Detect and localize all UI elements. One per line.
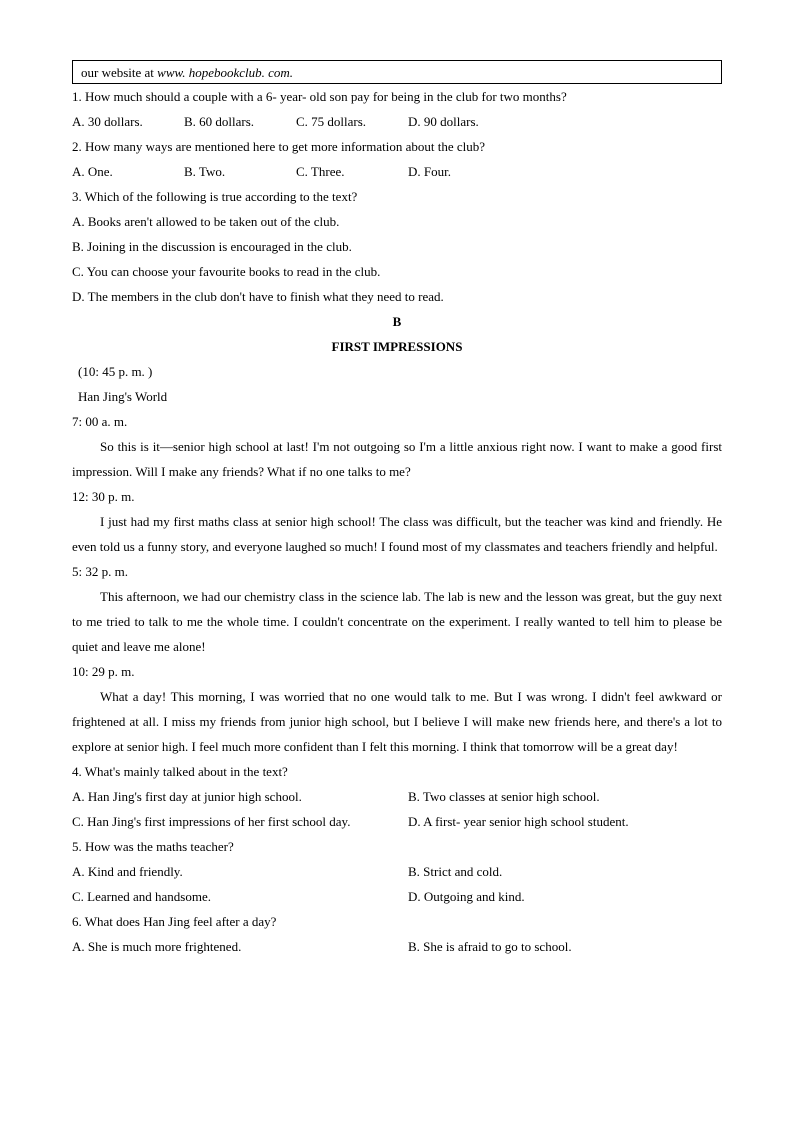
option-row [72,934,722,959]
answer-option: D. A first- year senior high school student. [408,814,629,829]
entry-time: 5: 32 p. m. [72,564,128,579]
post-time: (10: 45 p. m. ) [78,364,153,379]
entry-text: This afternoon, we had our chemistry class in the science lab. The lab is new and the lesson was great, but the guy next to me tried to talk to me the whole time. I couldn't concentrate on the experiment. I really wanted to tell him to please be quiet and leave me alone! [72,589,722,654]
answer-option: D. 90 dollars. [408,114,479,129]
option-row [72,859,722,884]
entry-time: 10: 29 p. m. [72,664,135,679]
answer-option: A. One. [72,164,113,179]
answer-option: B. Two. [184,164,226,179]
question-stem: 1. How much should a couple with a 6- year- old son pay for being in the club for two months? [72,89,567,104]
answer-option: A. 30 dollars. [72,114,143,129]
exam-page [72,60,722,959]
answer-option: B. Two classes at senior high school. [408,789,600,804]
answer-option: D. The members in the club don't have to finish what they need to read. [72,289,444,304]
answer-option: B. 60 dollars. [184,114,255,129]
question-stem: 6. What does Han Jing feel after a day? [72,914,277,929]
section-letter: B [392,314,402,329]
answer-option: A. She is much more frightened. [72,939,242,954]
entry-text: I just had my first maths class at senior high school! The class was difficult, but the teacher was kind and friendly. He even told us a funny story, and everyone laughed so much! I found most of my classmates and teachers friendly and helpful. [72,514,722,554]
option-row [72,109,722,134]
answer-option: D. Four. [408,164,451,179]
answer-option: C. Han Jing's first impressions of her first school day. [72,814,351,829]
question-stem: 2. How many ways are mentioned here to get more information about the club? [72,139,485,154]
advert-website-prefix: our website at [81,65,158,80]
question-stem: 5. How was the maths teacher? [72,839,234,854]
advert-box [72,60,722,84]
question-stem: 4. What's mainly talked about in the text? [72,764,288,779]
advert-website-url: www. hopebookclub. com. [157,65,294,80]
answer-option: A. Han Jing's first day at junior high school. [72,789,302,804]
entry-time: 7: 00 a. m. [72,414,128,429]
answer-option: C. Learned and handsome. [72,889,211,904]
question-stem: 3. Which of the following is true according to the text? [72,189,358,204]
passage-title: FIRST IMPRESSIONS [331,339,463,354]
answer-option: C. You can choose your favourite books to read in the club. [72,264,381,279]
answer-option: C. 75 dollars. [296,114,367,129]
answer-option: A. Books aren't allowed to be taken out of the club. [72,214,340,229]
answer-option: D. Outgoing and kind. [408,889,525,904]
option-row [72,809,722,834]
entry-text: What a day! This morning, I was worried that no one would talk to me. But I was wrong. I didn't feel awkward or frightened at all. I miss my friends from junior high school, but I believe I will make new friends here, and there's a lot to explore at senior high. I feel much more confident than I felt this morning. I think that tomorrow will be a great day! [72,689,722,754]
entry-time: 12: 30 p. m. [72,489,135,504]
answer-option: B. She is afraid to go to school. [408,939,572,954]
answer-option: B. Joining in the discussion is encouraged in the club. [72,239,352,254]
answer-option: B. Strict and cold. [408,864,503,879]
blog-name: Han Jing's World [78,389,168,404]
option-row [72,159,722,184]
option-row [72,884,722,909]
answer-option: A. Kind and friendly. [72,864,183,879]
entry-text: So this is it—senior high school at last! I'm not outgoing so I'm a little anxious right now. I want to make a good first impression. Will I make any friends? What if no one talks to me? [72,439,722,479]
option-row [72,784,722,809]
answer-option: C. Three. [296,164,345,179]
